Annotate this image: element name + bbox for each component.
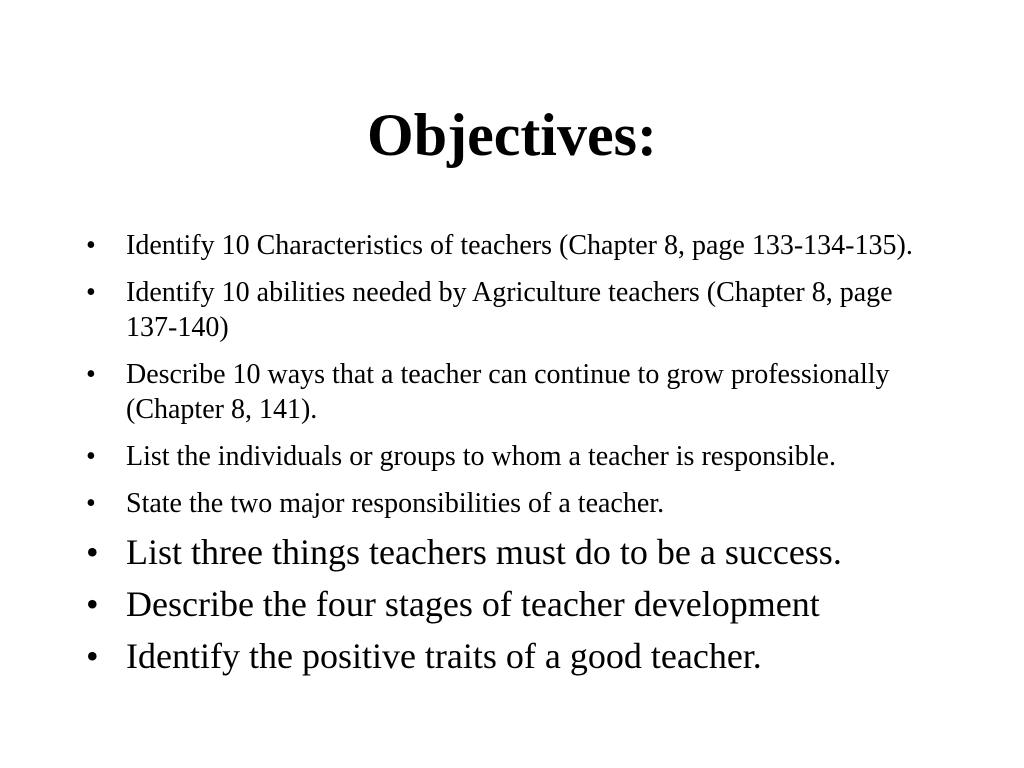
- list-item-text: State the two major responsibilities of a teacher.: [126, 488, 665, 519]
- list-item-text: Identify the positive traits of a good teacher.: [126, 636, 762, 676]
- bullet-icon: •: [86, 488, 96, 519]
- list-item: [86, 486, 936, 521]
- bullet-icon: •: [86, 441, 96, 472]
- bullet-icon: •: [86, 584, 99, 624]
- list-item: [86, 583, 936, 625]
- list-item: [86, 357, 936, 427]
- list-item: [86, 439, 936, 474]
- list-item: [86, 635, 936, 677]
- bullet-icon: •: [86, 359, 96, 390]
- list-item-text: Identify 10 Characteristics of teachers (Chapter 8, page 133-134-135).: [126, 230, 913, 261]
- list-item-text: List three things teachers must do to be a success.: [126, 532, 842, 572]
- list-item: [86, 228, 936, 263]
- bullet-icon: •: [86, 230, 96, 261]
- list-item-text: List the individuals or groups to whom a teacher is responsible.: [126, 441, 836, 472]
- list-item-text: Describe the four stages of teacher development: [126, 584, 820, 624]
- list-item: [86, 531, 936, 573]
- list-item-text: Describe 10 ways that a teacher can continue to grow professionally (Chapter 8, 141).: [126, 359, 890, 425]
- bullet-icon: •: [86, 636, 99, 676]
- bullet-icon: •: [86, 532, 99, 572]
- list-item: [86, 275, 936, 345]
- list-item-text: Identify 10 abilities needed by Agriculture teachers (Chapter 8, page 137-140): [126, 277, 893, 343]
- objectives-list: [86, 228, 936, 687]
- slide-title: Objectives:: [367, 102, 657, 168]
- bullet-icon: •: [86, 277, 96, 308]
